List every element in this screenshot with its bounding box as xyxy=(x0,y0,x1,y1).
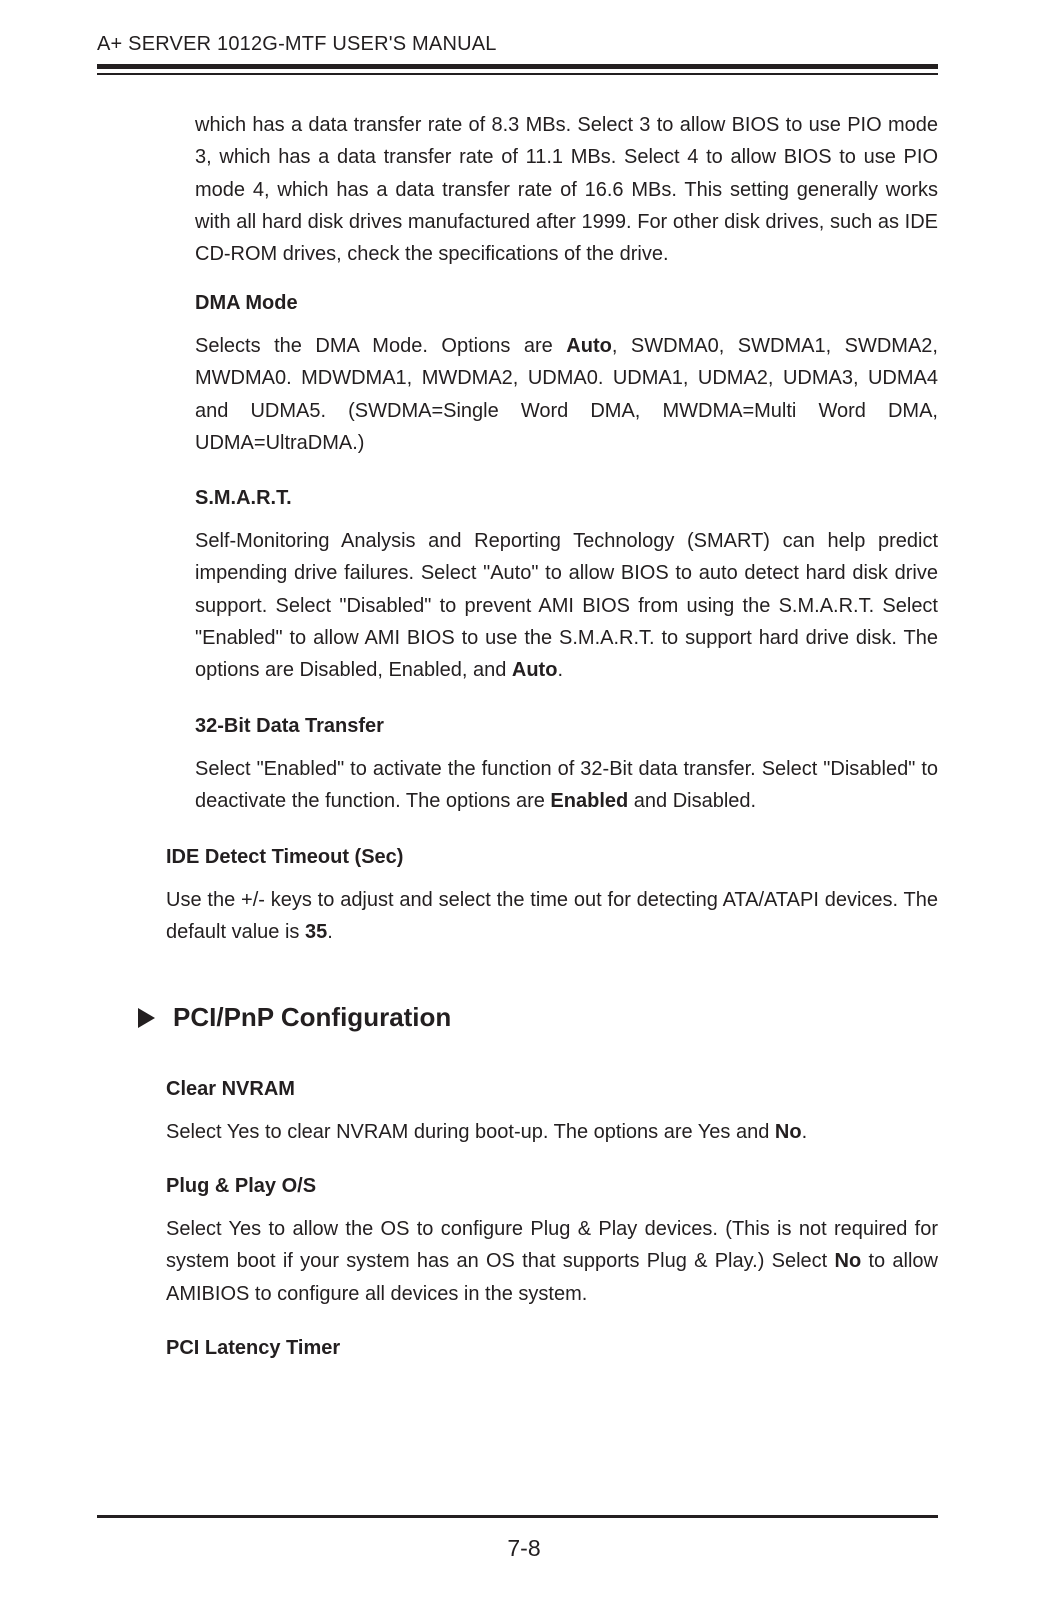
ide-timeout-block xyxy=(166,845,938,949)
intro-paragraph: which has a data transfer rate of 8.3 MBs. Select 3 to allow BIOS to use PIO mode 3, which has a data transfer rate of 11.1 MBs. Select 4 to allow BIOS to use PIO mode 4, which has a data transfer rate of 16.6 MBs. This setting generally works with all hard disk drives manufactured after 1999. For other disk drives, such as IDE CD-ROM drives, check the specifications of the drive. xyxy=(195,114,938,266)
pnp-text-2: to allow AMIBIOS to configure all devices in the system. xyxy=(166,1250,938,1305)
pci-pnp-section-title xyxy=(138,1002,451,1033)
triangle-right-icon xyxy=(138,1008,155,1028)
nvram-text-2: . xyxy=(801,1121,808,1143)
ide-text-1: Use the +/- keys to adjust and select the time out for detecting ATA/ATAPI devices. The default value is xyxy=(166,889,938,944)
dma-mode-heading: DMA Mode xyxy=(195,292,298,314)
ide-default-value: 35 xyxy=(304,921,328,944)
footer-rule xyxy=(97,1515,938,1518)
pnp-text-1: Select Yes to allow the OS to configure Plug & Play devices. (This is not required for system boot if your system has an OS that supports Plug & Play.) Select xyxy=(166,1218,938,1273)
smart-paragraph xyxy=(195,525,938,686)
clear-nvram-block xyxy=(166,1077,938,1148)
smart-text-2: . xyxy=(557,659,563,682)
page-number: 7-8 xyxy=(507,1535,541,1561)
smart-heading: S.M.A.R.T. xyxy=(195,487,292,509)
header-rule-thin xyxy=(97,73,938,75)
plug-play-paragraph xyxy=(166,1213,938,1310)
bit32-block xyxy=(195,714,938,818)
dma-text-1: Selects the DMA Mode. Options are xyxy=(195,335,567,357)
pci-latency-block xyxy=(166,1336,938,1360)
dma-default-option: Auto xyxy=(566,335,612,357)
dma-mode-paragraph xyxy=(195,330,938,459)
header-rule-thick xyxy=(97,64,938,69)
pci-pnp-title-text: PCI/PnP Configuration xyxy=(173,1002,452,1032)
plug-play-heading: Plug & Play O/S xyxy=(166,1175,317,1197)
bit32-heading: 32-Bit Data Transfer xyxy=(195,715,384,737)
ide-timeout-paragraph xyxy=(166,884,938,949)
page-header: A+ SERVER 1012G-MTF USER'S MANUAL xyxy=(97,33,497,55)
plug-play-block xyxy=(166,1174,938,1310)
bit32-text-1: Select "Enabled" to activate the function of 32-Bit data transfer. Select "Disabled" to deactivate the function. The options are xyxy=(195,758,938,813)
bit32-default-option: Enabled xyxy=(550,790,629,813)
smart-text-1: Self-Monitoring Analysis and Reporting Technology (SMART) can help predict impending drive failures. Select "Auto" to allow BIOS to auto detect hard disk drive support. Select "Disabled" to prevent AMI BIOS from using the S.M.A.R.T. Select "Enabled" to allow AMI BIOS to use the S.M.A.R.T. to support hard drive disk. The options are Disabled, Enabled, and xyxy=(195,530,938,682)
intro-block xyxy=(195,109,938,270)
dma-mode-block xyxy=(195,291,938,459)
dma-text-2: , SWDMA0, SWDMA1, SWDMA2, MWDMA0. MDWDMA1, MWDMA2, UDMA0. UDMA1, UDMA2, UDMA3, UDMA4 and UDMA5. (SWDMA=Single Word DMA, MWDMA=Multi Word DMA, UDMA=UltraDMA.) xyxy=(195,335,938,454)
clear-nvram-paragraph xyxy=(166,1116,938,1148)
smart-block xyxy=(195,486,938,686)
pnp-default-option: No xyxy=(834,1250,862,1273)
nvram-text-1: Select Yes to clear NVRAM during boot-up. The options are Yes and xyxy=(166,1121,775,1143)
ide-timeout-heading: IDE Detect Timeout (Sec) xyxy=(166,846,404,868)
clear-nvram-heading: Clear NVRAM xyxy=(166,1078,295,1100)
bit32-text-2: and Disabled. xyxy=(628,790,757,813)
pci-latency-heading: PCI Latency Timer xyxy=(166,1337,341,1359)
smart-default-option: Auto xyxy=(511,659,558,682)
nvram-default-option: No xyxy=(774,1121,802,1143)
ide-text-2: . xyxy=(327,921,333,944)
bit32-paragraph xyxy=(195,753,938,818)
